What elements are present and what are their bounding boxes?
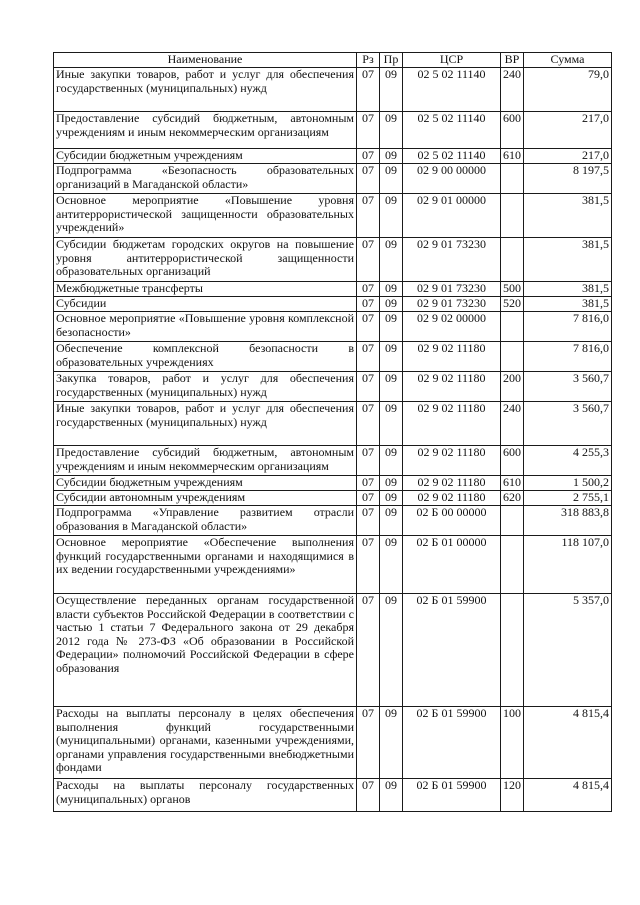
table-row <box>54 372 612 402</box>
row-pr: 09 <box>380 312 403 342</box>
row-pr: 09 <box>380 149 403 164</box>
row-vr: 100 <box>501 707 524 779</box>
row-rz: 07 <box>357 68 380 112</box>
row-pr: 09 <box>380 194 403 238</box>
header-sum: Сумма <box>524 53 612 68</box>
table-row <box>54 68 612 112</box>
row-vr <box>501 164 524 194</box>
row-sum: 318 883,8 <box>524 506 612 536</box>
table-row <box>54 594 612 707</box>
row-pr: 09 <box>380 594 403 707</box>
budget-table <box>53 52 612 812</box>
table-row <box>54 297 612 312</box>
row-csr: 02 9 02 11180 <box>403 372 501 402</box>
row-vr <box>501 238 524 282</box>
row-rz: 07 <box>357 491 380 506</box>
row-vr <box>501 594 524 707</box>
row-csr: 02 Б 00 00000 <box>403 506 501 536</box>
row-pr: 09 <box>380 779 403 812</box>
row-sum: 7 816,0 <box>524 312 612 342</box>
row-csr: 02 9 00 00000 <box>403 164 501 194</box>
row-vr: 620 <box>501 491 524 506</box>
row-name: Субсидии бюджетам городских округов на повышение уровня антитеррористической защищенности образовательных организаций <box>54 238 357 282</box>
row-csr: 02 9 01 00000 <box>403 194 501 238</box>
row-csr: 02 9 02 11180 <box>403 402 501 446</box>
row-rz: 07 <box>357 372 380 402</box>
row-csr: 02 Б 01 59900 <box>403 707 501 779</box>
row-name: Субсидии бюджетным учреждениям <box>54 149 357 164</box>
row-csr: 02 9 02 11180 <box>403 476 501 491</box>
row-name: Субсидии <box>54 297 357 312</box>
row-csr: 02 Б 01 59900 <box>403 779 501 812</box>
row-rz: 07 <box>357 446 380 476</box>
row-vr: 600 <box>501 112 524 149</box>
row-rz: 07 <box>357 402 380 446</box>
row-vr <box>501 194 524 238</box>
row-sum: 4 815,4 <box>524 707 612 779</box>
row-sum: 381,5 <box>524 238 612 282</box>
row-name: Закупка товаров, работ и услуг для обеспечения государственных (муниципальных) нужд <box>54 372 357 402</box>
row-name: Расходы на выплаты персоналу в целях обеспечения выполнения функций государственными (муниципальными) органами, казенными учреждениями, органами управления государственными внебюджетными фондами <box>54 707 357 779</box>
row-sum: 3 560,7 <box>524 402 612 446</box>
row-name: Предоставление субсидий бюджетным, автономным учреждениям и иным некоммерческим организациям <box>54 112 357 149</box>
row-sum: 2 755,1 <box>524 491 612 506</box>
header-csr: ЦСР <box>403 53 501 68</box>
row-sum: 381,5 <box>524 194 612 238</box>
header-rz: Рз <box>357 53 380 68</box>
row-vr: 610 <box>501 149 524 164</box>
row-rz: 07 <box>357 342 380 372</box>
row-sum: 217,0 <box>524 112 612 149</box>
row-csr: 02 9 02 11180 <box>403 446 501 476</box>
row-csr: 02 Б 01 00000 <box>403 536 501 594</box>
table-row <box>54 476 612 491</box>
table-row <box>54 149 612 164</box>
row-vr <box>501 312 524 342</box>
row-rz: 07 <box>357 707 380 779</box>
row-sum: 5 357,0 <box>524 594 612 707</box>
row-sum: 4 815,4 <box>524 779 612 812</box>
row-name: Осуществление переданных органам государственной власти субъектов Российской Федерации в соответствии с частью 1 статьи 7 Федерального закона от 29 декабря 2012 года № 273-ФЗ «Об образовании в Российской Федерации» полномочий Российской Федерации в сфере образования <box>54 594 357 707</box>
row-csr: 02 5 02 11140 <box>403 149 501 164</box>
row-csr: 02 9 01 73230 <box>403 297 501 312</box>
row-pr: 09 <box>380 707 403 779</box>
row-rz: 07 <box>357 238 380 282</box>
table-row <box>54 506 612 536</box>
table-header-row <box>54 53 612 68</box>
row-sum: 118 107,0 <box>524 536 612 594</box>
row-name: Обеспечение комплексной безопасности в образовательных учреждениях <box>54 342 357 372</box>
row-vr: 240 <box>501 402 524 446</box>
row-rz: 07 <box>357 164 380 194</box>
row-rz: 07 <box>357 149 380 164</box>
row-pr: 09 <box>380 342 403 372</box>
table-row <box>54 491 612 506</box>
row-sum: 8 197,5 <box>524 164 612 194</box>
row-pr: 09 <box>380 506 403 536</box>
row-name: Межбюджетные трансферты <box>54 282 357 297</box>
row-csr: 02 9 01 73230 <box>403 282 501 297</box>
row-csr: 02 9 02 00000 <box>403 312 501 342</box>
table-row <box>54 536 612 594</box>
row-pr: 09 <box>380 536 403 594</box>
table-row <box>54 312 612 342</box>
row-name: Субсидии автономным учреждениям <box>54 491 357 506</box>
row-rz: 07 <box>357 297 380 312</box>
row-pr: 09 <box>380 402 403 446</box>
row-rz: 07 <box>357 194 380 238</box>
row-pr: 09 <box>380 238 403 282</box>
row-sum: 7 816,0 <box>524 342 612 372</box>
row-pr: 09 <box>380 112 403 149</box>
row-csr: 02 9 01 73230 <box>403 238 501 282</box>
row-pr: 09 <box>380 476 403 491</box>
row-name: Основное мероприятие «Обеспечение выполнения функций государственными органами и находящимися в их ведении государственными учреждениями» <box>54 536 357 594</box>
row-vr <box>501 536 524 594</box>
row-vr <box>501 342 524 372</box>
row-name: Иные закупки товаров, работ и услуг для обеспечения государственных (муниципальных) нужд <box>54 68 357 112</box>
row-csr: 02 Б 01 59900 <box>403 594 501 707</box>
row-sum: 4 255,3 <box>524 446 612 476</box>
row-sum: 381,5 <box>524 297 612 312</box>
row-pr: 09 <box>380 372 403 402</box>
row-sum: 381,5 <box>524 282 612 297</box>
row-pr: 09 <box>380 68 403 112</box>
row-name: Основное мероприятие «Повышение уровня антитеррористической защищенности образовательных учреждений» <box>54 194 357 238</box>
header-vr: ВР <box>501 53 524 68</box>
table-row <box>54 164 612 194</box>
row-csr: 02 5 02 11140 <box>403 112 501 149</box>
table-row <box>54 238 612 282</box>
table-row <box>54 194 612 238</box>
row-vr: 240 <box>501 68 524 112</box>
row-pr: 09 <box>380 282 403 297</box>
row-rz: 07 <box>357 476 380 491</box>
row-name: Предоставление субсидий бюджетным, автономным учреждениям и иным некоммерческим организациям <box>54 446 357 476</box>
row-rz: 07 <box>357 779 380 812</box>
row-pr: 09 <box>380 491 403 506</box>
row-rz: 07 <box>357 112 380 149</box>
row-sum: 1 500,2 <box>524 476 612 491</box>
row-name: Расходы на выплаты персоналу государственных (муниципальных) органов <box>54 779 357 812</box>
header-pr: Пр <box>380 53 403 68</box>
table-row <box>54 402 612 446</box>
row-csr: 02 9 02 11180 <box>403 342 501 372</box>
row-name: Иные закупки товаров, работ и услуг для обеспечения государственных (муниципальных) нужд <box>54 402 357 446</box>
row-name: Основное мероприятие «Повышение уровня комплексной безопасности» <box>54 312 357 342</box>
row-sum: 79,0 <box>524 68 612 112</box>
row-vr <box>501 506 524 536</box>
row-csr: 02 5 02 11140 <box>403 68 501 112</box>
table-row <box>54 282 612 297</box>
row-name: Субсидии бюджетным учреждениям <box>54 476 357 491</box>
row-vr: 600 <box>501 446 524 476</box>
row-rz: 07 <box>357 506 380 536</box>
row-sum: 3 560,7 <box>524 372 612 402</box>
row-pr: 09 <box>380 297 403 312</box>
table-row <box>54 112 612 149</box>
header-name: Наименование <box>54 53 357 68</box>
row-vr: 520 <box>501 297 524 312</box>
table-row <box>54 707 612 779</box>
table-row <box>54 446 612 476</box>
row-name: Подпрограмма «Управление развитием отрасли образования в Магаданской области» <box>54 506 357 536</box>
row-rz: 07 <box>357 312 380 342</box>
row-rz: 07 <box>357 594 380 707</box>
row-pr: 09 <box>380 164 403 194</box>
table-row <box>54 342 612 372</box>
row-vr: 200 <box>501 372 524 402</box>
table-row <box>54 779 612 812</box>
row-vr: 610 <box>501 476 524 491</box>
row-vr: 500 <box>501 282 524 297</box>
row-pr: 09 <box>380 446 403 476</box>
row-rz: 07 <box>357 536 380 594</box>
row-name: Подпрограмма «Безопасность образовательных организаций в Магаданской области» <box>54 164 357 194</box>
row-vr: 120 <box>501 779 524 812</box>
row-rz: 07 <box>357 282 380 297</box>
row-csr: 02 9 02 11180 <box>403 491 501 506</box>
row-sum: 217,0 <box>524 149 612 164</box>
